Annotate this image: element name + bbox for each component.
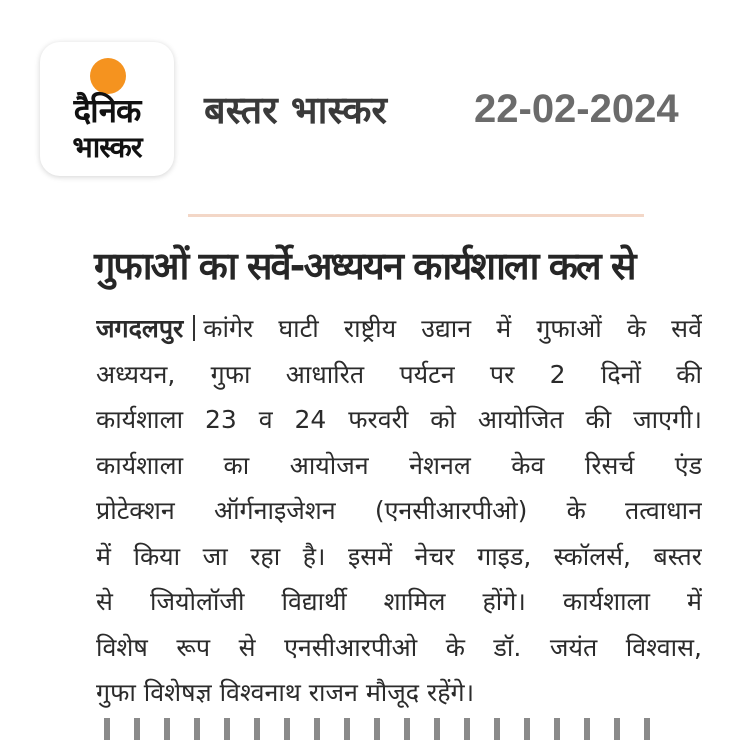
article-line: विशेष रूप से एनसीआरपीओ के डॉ. जयंत विश्वास, xyxy=(96,632,702,662)
article-line: कार्यशाला 23 व 24 फरवरी को आयोजित की जाएगी। xyxy=(96,405,702,434)
article-line: कार्यशाला का आयोजन नेशनल केव रिसर्च एंड xyxy=(96,450,702,480)
article-line-text: कांगेर घाटी राष्ट्रीय उद्यान में गुफाओं के सर्वे xyxy=(203,314,702,343)
sun-icon xyxy=(90,58,126,94)
article-line: से जियोलॉजी विद्यार्थी शामिल होंगे। कार्यशाला में xyxy=(96,587,702,616)
dainik-bhaskar-logo xyxy=(40,42,174,176)
article-line: अध्ययन, गुफा आधारित पर्यटन पर 2 दिनों की xyxy=(96,359,702,389)
article-dateline: जगदलपुर xyxy=(96,314,184,343)
logo-text-line1: दैनिक xyxy=(73,91,141,130)
newspaper-edition-name: बस्तर भास्कर xyxy=(204,88,387,132)
dateline-separator xyxy=(193,315,195,341)
article-line xyxy=(96,306,702,352)
article-body xyxy=(96,306,702,716)
article-headline: गुफाओं का सर्वे-अध्ययन कार्यशाला कल से xyxy=(94,244,635,288)
cropped-next-article-fragment xyxy=(104,718,664,748)
header-divider xyxy=(188,214,644,217)
article-line: प्रोटेक्शन ऑर्गनाइजेशन (एनसीआरपीओ) के तत्वाधान xyxy=(96,496,702,525)
article-line: में किया जा रहा है। इसमें नेचर गाइड, स्कॉलर्स, बस्तर xyxy=(96,541,702,571)
article-line: गुफा विशेषज्ञ विश्वनाथ राजन मौजूद रहेंगे। xyxy=(96,678,475,707)
publication-date: 22-02-2024 xyxy=(474,87,679,131)
logo-text-line2: भास्कर xyxy=(72,130,142,164)
